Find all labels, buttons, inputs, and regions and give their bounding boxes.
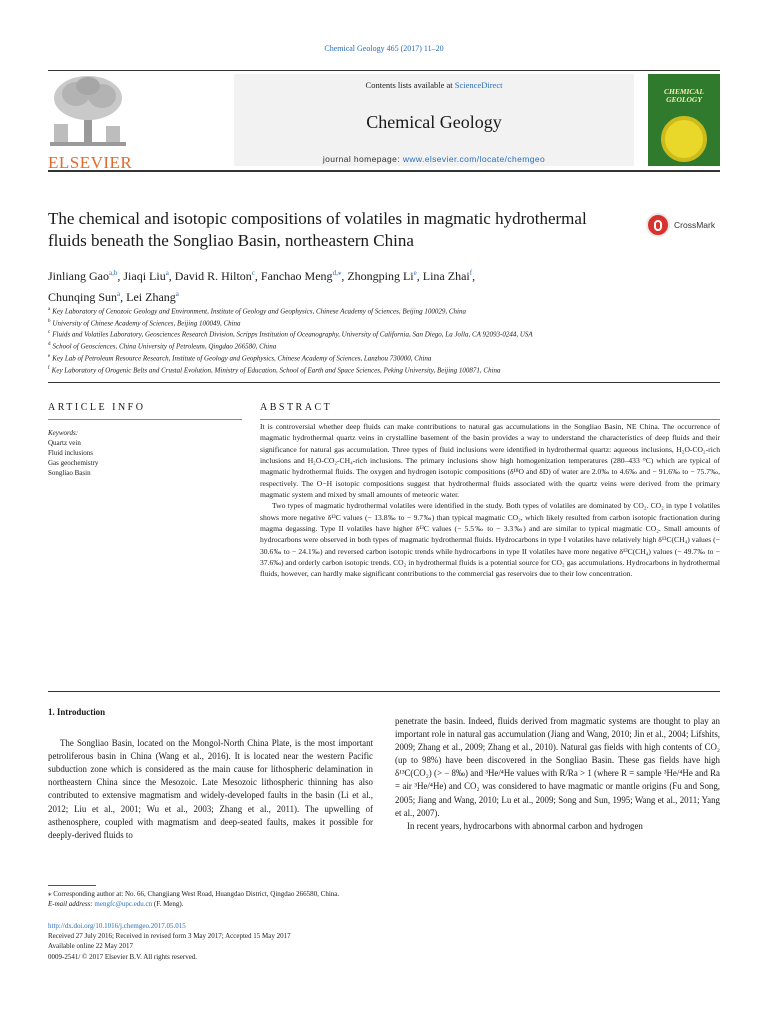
keywords-block: [48, 428, 238, 478]
author-name[interactable]: Fanchao Meng: [260, 269, 333, 283]
author-affiliation-marker[interactable]: c: [251, 269, 255, 277]
affiliation-item: [48, 305, 720, 317]
abstract-rule: [260, 419, 720, 420]
author-separator: ,: [254, 269, 261, 283]
author-name[interactable]: Zhongping Li: [347, 269, 414, 283]
article-title: The chemical and isotopic compositions of volatiles in magmatic hydrothermal fluids beneath the Songliao Basin, northeastern China: [48, 209, 587, 250]
contents-line: [234, 80, 634, 90]
author-affiliation-marker[interactable]: a: [117, 290, 121, 298]
author-name[interactable]: Chunqing Sun: [48, 290, 118, 304]
available-online-date: Available online 22 May 2017: [48, 942, 134, 951]
cover-title-line-2: GEOLOGY: [666, 95, 702, 104]
email-link[interactable]: mengfc@upc.edu.cn: [94, 900, 153, 909]
affiliation-text: Key Lab of Petroleum Resource Research, Institute of Geology and Geophysics, Chinese Academy of Sciences, Lanzhou 730000, China: [52, 354, 432, 363]
homepage-line: [234, 154, 634, 164]
header-divider: [48, 382, 720, 383]
article-info-rule: [48, 419, 242, 420]
crossmark-label: CrossMark: [674, 220, 716, 230]
author-name[interactable]: Jinliang Gao: [48, 269, 109, 283]
author-affiliation-marker[interactable]: a,b: [109, 269, 118, 277]
crossmark-icon: [646, 213, 670, 237]
body-paragraph: The Songliao Basin, located on the Mongol-North China Plate, is the most important petroliferous basin in China (Wang et al., 2016). It is located near the western Pacific subduction zone which is considered as the main cause for lithospheric delamination in northeastern China since the Mesozoic. Late Mesozoic lithospheric thinning has also contributed to extensive magmatism and widely-developed faults in the basin (Li et al., 2012; Liu et al., 2001; Wu et al., 2003; Zhang et al., 2011). The upwelling of asthenosphere, coupled with magmatism and deep-seated faults, makes it possible for deeply-derived fluids to: [48, 738, 373, 840]
body-divider: [48, 691, 720, 692]
author-separator: ,: [168, 269, 175, 283]
author-separator: ,: [472, 269, 476, 283]
journal-title: Chemical Geology: [366, 112, 502, 132]
affiliation-item: [48, 328, 720, 340]
keyword-item: Fluid inclusions: [48, 449, 93, 457]
affiliation-item: [48, 340, 720, 352]
affiliation-key: b: [48, 318, 51, 324]
author-separator: ,: [117, 269, 124, 283]
footnote-rule: [48, 885, 96, 886]
abstract-heading: ABSTRACT: [260, 402, 333, 413]
homepage-prefix: journal homepage:: [322, 154, 403, 164]
email-label: E-mail address:: [48, 900, 95, 909]
body-column-left: [48, 706, 373, 842]
email-line: [48, 899, 720, 909]
keyword-item: Songliao Basin: [48, 469, 91, 477]
keyword-item: Gas geochemistry: [48, 459, 99, 467]
masthead-top-rule: [48, 70, 720, 71]
cover-title: [648, 88, 720, 104]
email-suffix: (F. Meng).: [152, 900, 184, 909]
abstract-paragraph-1: It is controversial whether deep fluids can make contributions to natural gas accumulations in the Songliao Basin, NE China. The occurrence of magmatic hydrothermal quartz veins in crystalline basement of the basin provides a way to understand the characteristics of deep fluids and their significance for natural gas accumulation. Three types of fluid inclusions were identified in hydrothermal quartz: aqueous inclusions, H₂O-CO₂-rich inclusions and H₂O-CO₂-CH₄-rich inclusions. The primary inclusions show high homogenization temperatures (280–433 °C) which are typical of magmatic hydrothermal fluids. The oxygen and hydrogen isotopic compositions (δ¹⁸O and δD) of water are 2.0‰ to 4.6‰ and − 91.6‰ to − 75.7‰, respectively. The O−H isotopic compositions suggest that hydrothermal fluids associated with the quartz veins were derived from the primary magmatic system and mixed by small amounts of meteoric water.: [260, 422, 720, 500]
crossmark-badge[interactable]: [646, 213, 722, 241]
abstract-body: [260, 421, 720, 580]
corresponding-author-note: [48, 889, 720, 910]
author-name[interactable]: Lei Zhang: [126, 290, 176, 304]
author-list: [48, 264, 688, 306]
body-paragraph: penetrate the basin. Indeed, fluids derived from magmatic systems are thought to play an important role in natural gas accumulation (Jiang and Wang, 2010; Jin et al., 2004; Lifshits, 2009; Zhang et al., 2009; Zhang et al., 2010). Natural gas fields with high contents of CO₂ (up to 98%) have been discovered in the Songliao Basin. These gas fields have high δ¹³C(CO₂) (> − 8‰) and ³He/⁴He values with R/Ra > 1 (where R = sample ³He/⁴He and Ra = air ³He/⁴He) and CO₂ was considered to have magmatic or mantle origins (Fu and Song, 2005; Jiang and Wang, 2010; Lu et al., 2009; Song and Sun, 1995; Wang et al., 2011; Yang et al., 2007).: [395, 716, 720, 818]
elsevier-logo: [48, 74, 133, 172]
body-paragraph: In recent years, hydrocarbons with abnormal carbon and hydrogen: [407, 820, 643, 831]
affiliation-key: f: [48, 365, 50, 371]
author-separator: ,: [341, 269, 348, 283]
affiliation-key: c: [48, 330, 51, 336]
affiliation-text: Fluids and Volatiles Laboratory, Geosciences Research Division, Scripps Institution of Oceanography, University of California, San Diego, La Jolla, CA 92093-0244, USA: [52, 330, 533, 339]
author-name[interactable]: Lina Zhai: [422, 269, 470, 283]
author-name[interactable]: Jiaqi Liu: [123, 269, 166, 283]
affiliation-list: [48, 305, 720, 375]
contents-prefix: Contents lists available at: [365, 80, 455, 90]
author-separator: ,: [120, 290, 127, 304]
cover-circle-graphic: [661, 116, 707, 162]
copyright-line: 0009-2541/ © 2017 Elsevier B.V. All rights reserved.: [48, 952, 198, 961]
journal-reference[interactable]: Chemical Geology 465 (2017) 11–20: [324, 44, 444, 53]
author-affiliation-marker[interactable]: f: [469, 269, 473, 277]
author-affiliation-marker[interactable]: e: [413, 269, 417, 277]
author-affiliation-marker[interactable]: a: [165, 269, 169, 277]
masthead-bottom-rule: [48, 170, 720, 172]
corresponding-address: ⁎ Corresponding author at: No. 66, Changjiang West Road, Huangdao District, Qingdao 266580, China.: [48, 890, 340, 898]
received-dates: Received 27 July 2016; Received in revised form 3 May 2017; Accepted 15 May 2017: [48, 932, 291, 941]
doi-link[interactable]: http://dx.doi.org/10.1016/j.chemgeo.2017.05.015: [48, 922, 186, 930]
body-column-right: [395, 715, 720, 833]
publisher-wordmark: ELSEVIER: [48, 153, 133, 172]
publication-metadata: [48, 921, 720, 962]
affiliation-key: a: [48, 307, 51, 312]
cover-title-line-1: CHEMICAL: [663, 87, 704, 96]
abstract-paragraph-2: Two types of magmatic hydrothermal volatiles were identified in the study. Both types of volatiles are dominated by CO₂. CO₂ in type I volatiles shows more negative δ¹³C values (− 13.8‰ to − 9.7‰) than typical magmatic CO₂, which likely resulted from carbon isotopic fractionation during magma degassing. Type II volatiles have higher δ¹³C values (− 5.5‰ to − 3.3‰) and are similar to typical magmatic CO₂. Small amounts of hydrocarbons were observed in both types of magmatic hydrothermal fluids. Hydrocarbons in type I volatiles have relatively high δ¹³C(CH₄) values (− 30.6‰ to − 24.1‰) and reversed carbon isotopic trends while hydrocarbons in type II volatiles have more negative δ¹³C(CH₄) values (− 49.7‰ to − 37.6‰) and orderly carbon isotopic trends. CO₂ in hydrothermal fluids is a potential source for CO₂ gas accumulations. Hydrocarbons in hydrothermal fluids, however, can hardly make significant contributions to the commercial gas reservoirs due to their low concentration.: [260, 501, 720, 579]
affiliation-text: University of Chinese Academy of Sciences, Beijing 100049, China: [52, 319, 241, 328]
affiliation-item: [48, 317, 720, 329]
affiliation-text: Key Laboratory of Orogenic Belts and Crustal Evolution, Ministry of Education, School of Earth and Space Sciences, Peking University, Beijing 100871, China: [51, 366, 501, 374]
keyword-item: Quartz vein: [48, 439, 81, 447]
elsevier-tree-icon: [48, 74, 128, 148]
section-heading-introduction: 1. Introduction: [48, 707, 106, 717]
masthead-center-panel: [234, 74, 634, 166]
author-affiliation-marker[interactable]: a: [175, 290, 179, 298]
keywords-label: Keywords:: [48, 429, 79, 437]
affiliation-key: d: [48, 342, 51, 348]
sciencedirect-link[interactable]: ScienceDirect: [454, 80, 503, 90]
author-name[interactable]: David R. Hilton: [174, 269, 252, 283]
affiliation-key: e: [48, 353, 51, 359]
affiliation-item: [48, 364, 720, 376]
affiliation-item: [48, 352, 720, 364]
journal-cover-image: [648, 74, 720, 166]
homepage-link[interactable]: www.elsevier.com/locate/chemgeo: [402, 154, 546, 164]
author-affiliation-marker[interactable]: d,⁎: [332, 269, 342, 277]
author-separator: ,: [416, 269, 423, 283]
journal-masthead: [48, 70, 720, 170]
affiliation-text: School of Geosciences, China University of Petroleum, Qingdao 266580, China: [52, 342, 277, 351]
article-info-heading: ARTICLE INFO: [48, 402, 146, 413]
affiliation-text: Key Laboratory of Cenozoic Geology and Environment, Institute of Geology and Geophysics, Chinese Academy of Sciences, Beijing 100029, China: [52, 307, 466, 316]
